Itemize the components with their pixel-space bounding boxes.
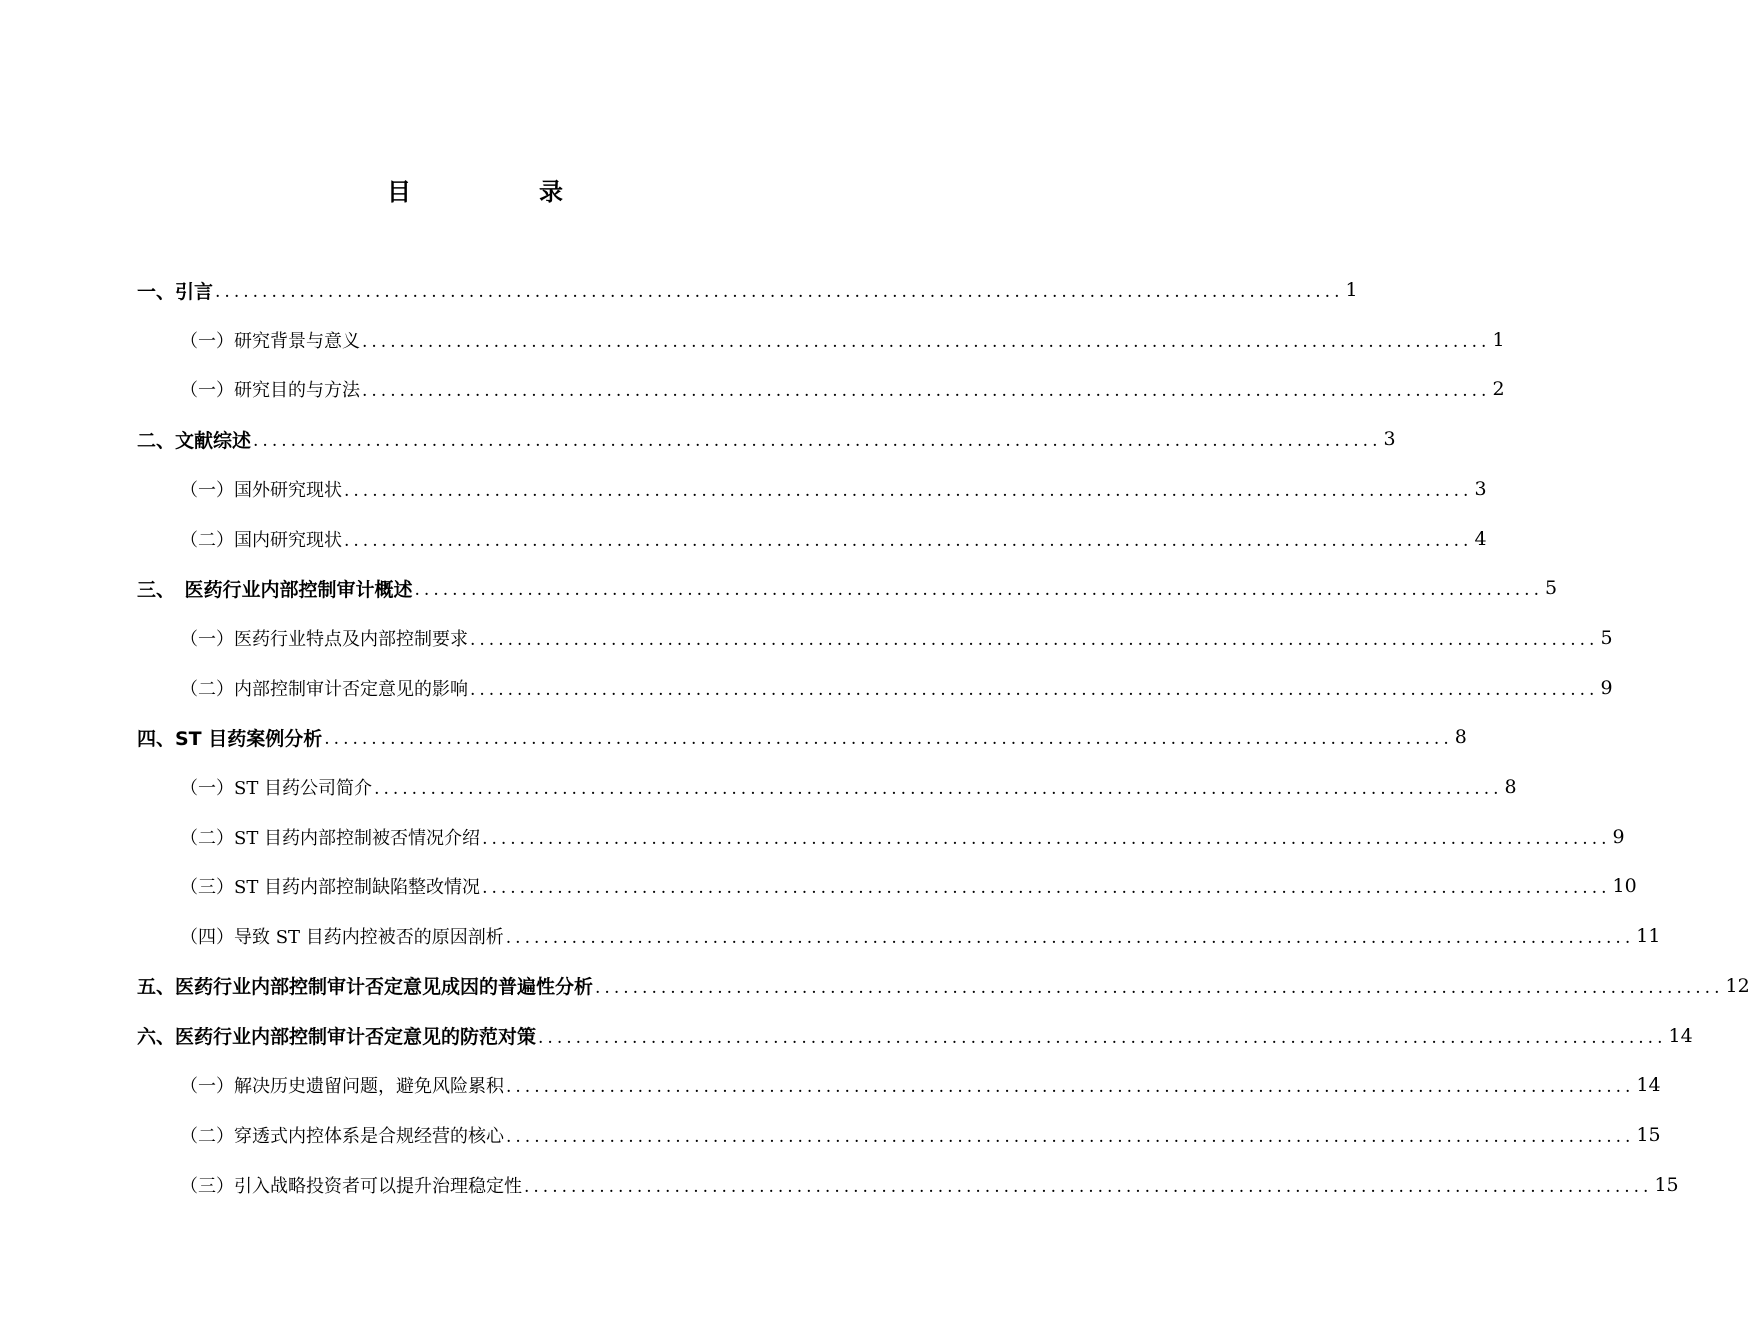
toc-entry-label: 五、医药行业内部控制审计否定意见成因的普遍性分析	[137, 976, 594, 999]
toc-entry-page-number: 8	[1454, 726, 1467, 749]
toc-entry-page-number: 1	[1345, 279, 1358, 301]
toc-section-entry[interactable]	[180, 320, 1505, 360]
toc-entry-page-number: 1	[1492, 328, 1505, 351]
toc-entry-page-number: 15	[1636, 1123, 1661, 1146]
toc-chapter-entry[interactable]	[137, 270, 1358, 310]
toc-entry-page-number: 8	[1504, 776, 1517, 798]
dot-leader: ........................................................................................................................	[505, 928, 1635, 949]
toc-entry-page-number: 5	[1600, 626, 1613, 649]
toc-section-entry[interactable]	[180, 817, 1625, 857]
toc-entry-label: （二）国内研究现状	[180, 529, 342, 551]
toc-entry-label: （二）ST 目药内部控制被否情况介绍	[180, 827, 481, 849]
toc-entry-label: （二）穿透式内控体系是合规经营的核心	[180, 1125, 504, 1147]
dot-leader: ........................................................................................................................	[362, 331, 1491, 352]
toc-section-entry[interactable]	[180, 1065, 1661, 1105]
toc-entry-label: （二）内部控制审计否定意见的影响	[180, 678, 468, 700]
toc-section-entry[interactable]	[180, 668, 1613, 708]
dot-leader: ........................................................................................................................	[595, 977, 1724, 998]
toc-entry-page-number: 2	[1492, 378, 1505, 401]
toc-entry-page-number: 4	[1474, 527, 1487, 550]
dot-leader: ........................................................................................................................	[344, 480, 1473, 501]
dot-leader: ........................................................................................................................	[470, 679, 1599, 700]
dot-leader: ........................................................................................................................	[538, 1027, 1667, 1048]
toc-entry-label: （一）研究目的与方法	[180, 380, 360, 402]
toc-entry-label: 三、 医药行业内部控制审计概述	[137, 578, 413, 601]
dot-leader: ........................................................................................................................	[414, 580, 1543, 601]
toc-entry-page-number: 15	[1654, 1173, 1679, 1196]
dot-leader: ........................................................................................................................	[524, 1176, 1653, 1197]
dot-leader: ........................................................................................................................	[253, 431, 1382, 452]
toc-entry-label: 一、引言	[137, 280, 214, 303]
dot-leader: ........................................................................................................................	[362, 381, 1491, 402]
toc-entry-page-number: 12	[1725, 974, 1750, 997]
toc-section-entry[interactable]	[180, 469, 1487, 509]
toc-entry-page-number: 3	[1474, 477, 1487, 500]
toc-section-entry[interactable]	[180, 1165, 1679, 1205]
dot-leader: ........................................................................................................................	[506, 1077, 1635, 1098]
dot-leader: ........................................................................................................................	[470, 629, 1599, 650]
toc-entry-page-number: 14	[1668, 1024, 1693, 1047]
toc-entry-label: （一）解决历史遗留问题，避免风险累积	[180, 1076, 504, 1098]
toc-entry-page-number: 5	[1544, 577, 1558, 600]
dot-leader: ........................................................................................................................	[215, 282, 1344, 302]
toc-entry-label: （一）医药行业特点及内部控制要求	[180, 628, 468, 650]
toc-entry-page-number: 3	[1383, 428, 1396, 451]
toc-entry-page-number: 11	[1636, 925, 1661, 948]
toc-entry-page-number: 10	[1612, 875, 1637, 898]
toc-section-entry[interactable]	[180, 767, 1517, 807]
toc-chapter-entry[interactable]	[137, 419, 1396, 459]
toc-entry-page-number: 9	[1612, 825, 1625, 848]
dot-leader: ........................................................................................................................	[482, 828, 1611, 849]
toc-entry-page-number: 14	[1636, 1074, 1661, 1097]
toc-entry-label: 二、文献综述	[137, 429, 252, 452]
dot-leader: ........................................................................................................................	[374, 779, 1503, 799]
toc-entry-label: （一）研究背景与意义	[180, 330, 360, 352]
toc-entry-label: （三）ST 目药内部控制缺陷整改情况	[180, 877, 481, 899]
toc-section-entry[interactable]	[180, 1115, 1661, 1155]
toc-entry-label: （一）国外研究现状	[180, 479, 342, 501]
toc-entry-label: （三）引入战略投资者可以提升治理稳定性	[180, 1175, 522, 1197]
toc-chapter-entry[interactable]	[137, 966, 1750, 1006]
toc-entry-label: 六、医药行业内部控制审计否定意见的防范对策	[137, 1026, 537, 1048]
toc-entry-label: （四）导致 ST 目药内控被否的原因剖析	[180, 927, 504, 949]
toc-title: 目 录	[387, 178, 615, 206]
dot-leader: ........................................................................................................................	[324, 729, 1453, 750]
toc-chapter-entry[interactable]	[137, 568, 1558, 608]
toc-entry-label: 四、ST 目药案例分析	[137, 727, 323, 750]
toc-section-entry[interactable]	[180, 866, 1637, 906]
dot-leader: ........................................................................................................................	[482, 878, 1611, 899]
dot-leader: ........................................................................................................................	[506, 1126, 1635, 1147]
toc-section-entry[interactable]	[180, 369, 1505, 409]
dot-leader: ........................................................................................................................	[344, 530, 1473, 551]
toc-entry-label: （一）ST 目药公司简介	[180, 778, 373, 799]
toc-entry-page-number: 9	[1600, 676, 1613, 699]
toc-chapter-entry[interactable]	[137, 1016, 1693, 1056]
toc-section-entry[interactable]	[180, 519, 1487, 559]
toc-section-entry[interactable]	[180, 618, 1613, 658]
toc-section-entry[interactable]	[180, 916, 1661, 956]
toc-chapter-entry[interactable]	[137, 717, 1467, 757]
